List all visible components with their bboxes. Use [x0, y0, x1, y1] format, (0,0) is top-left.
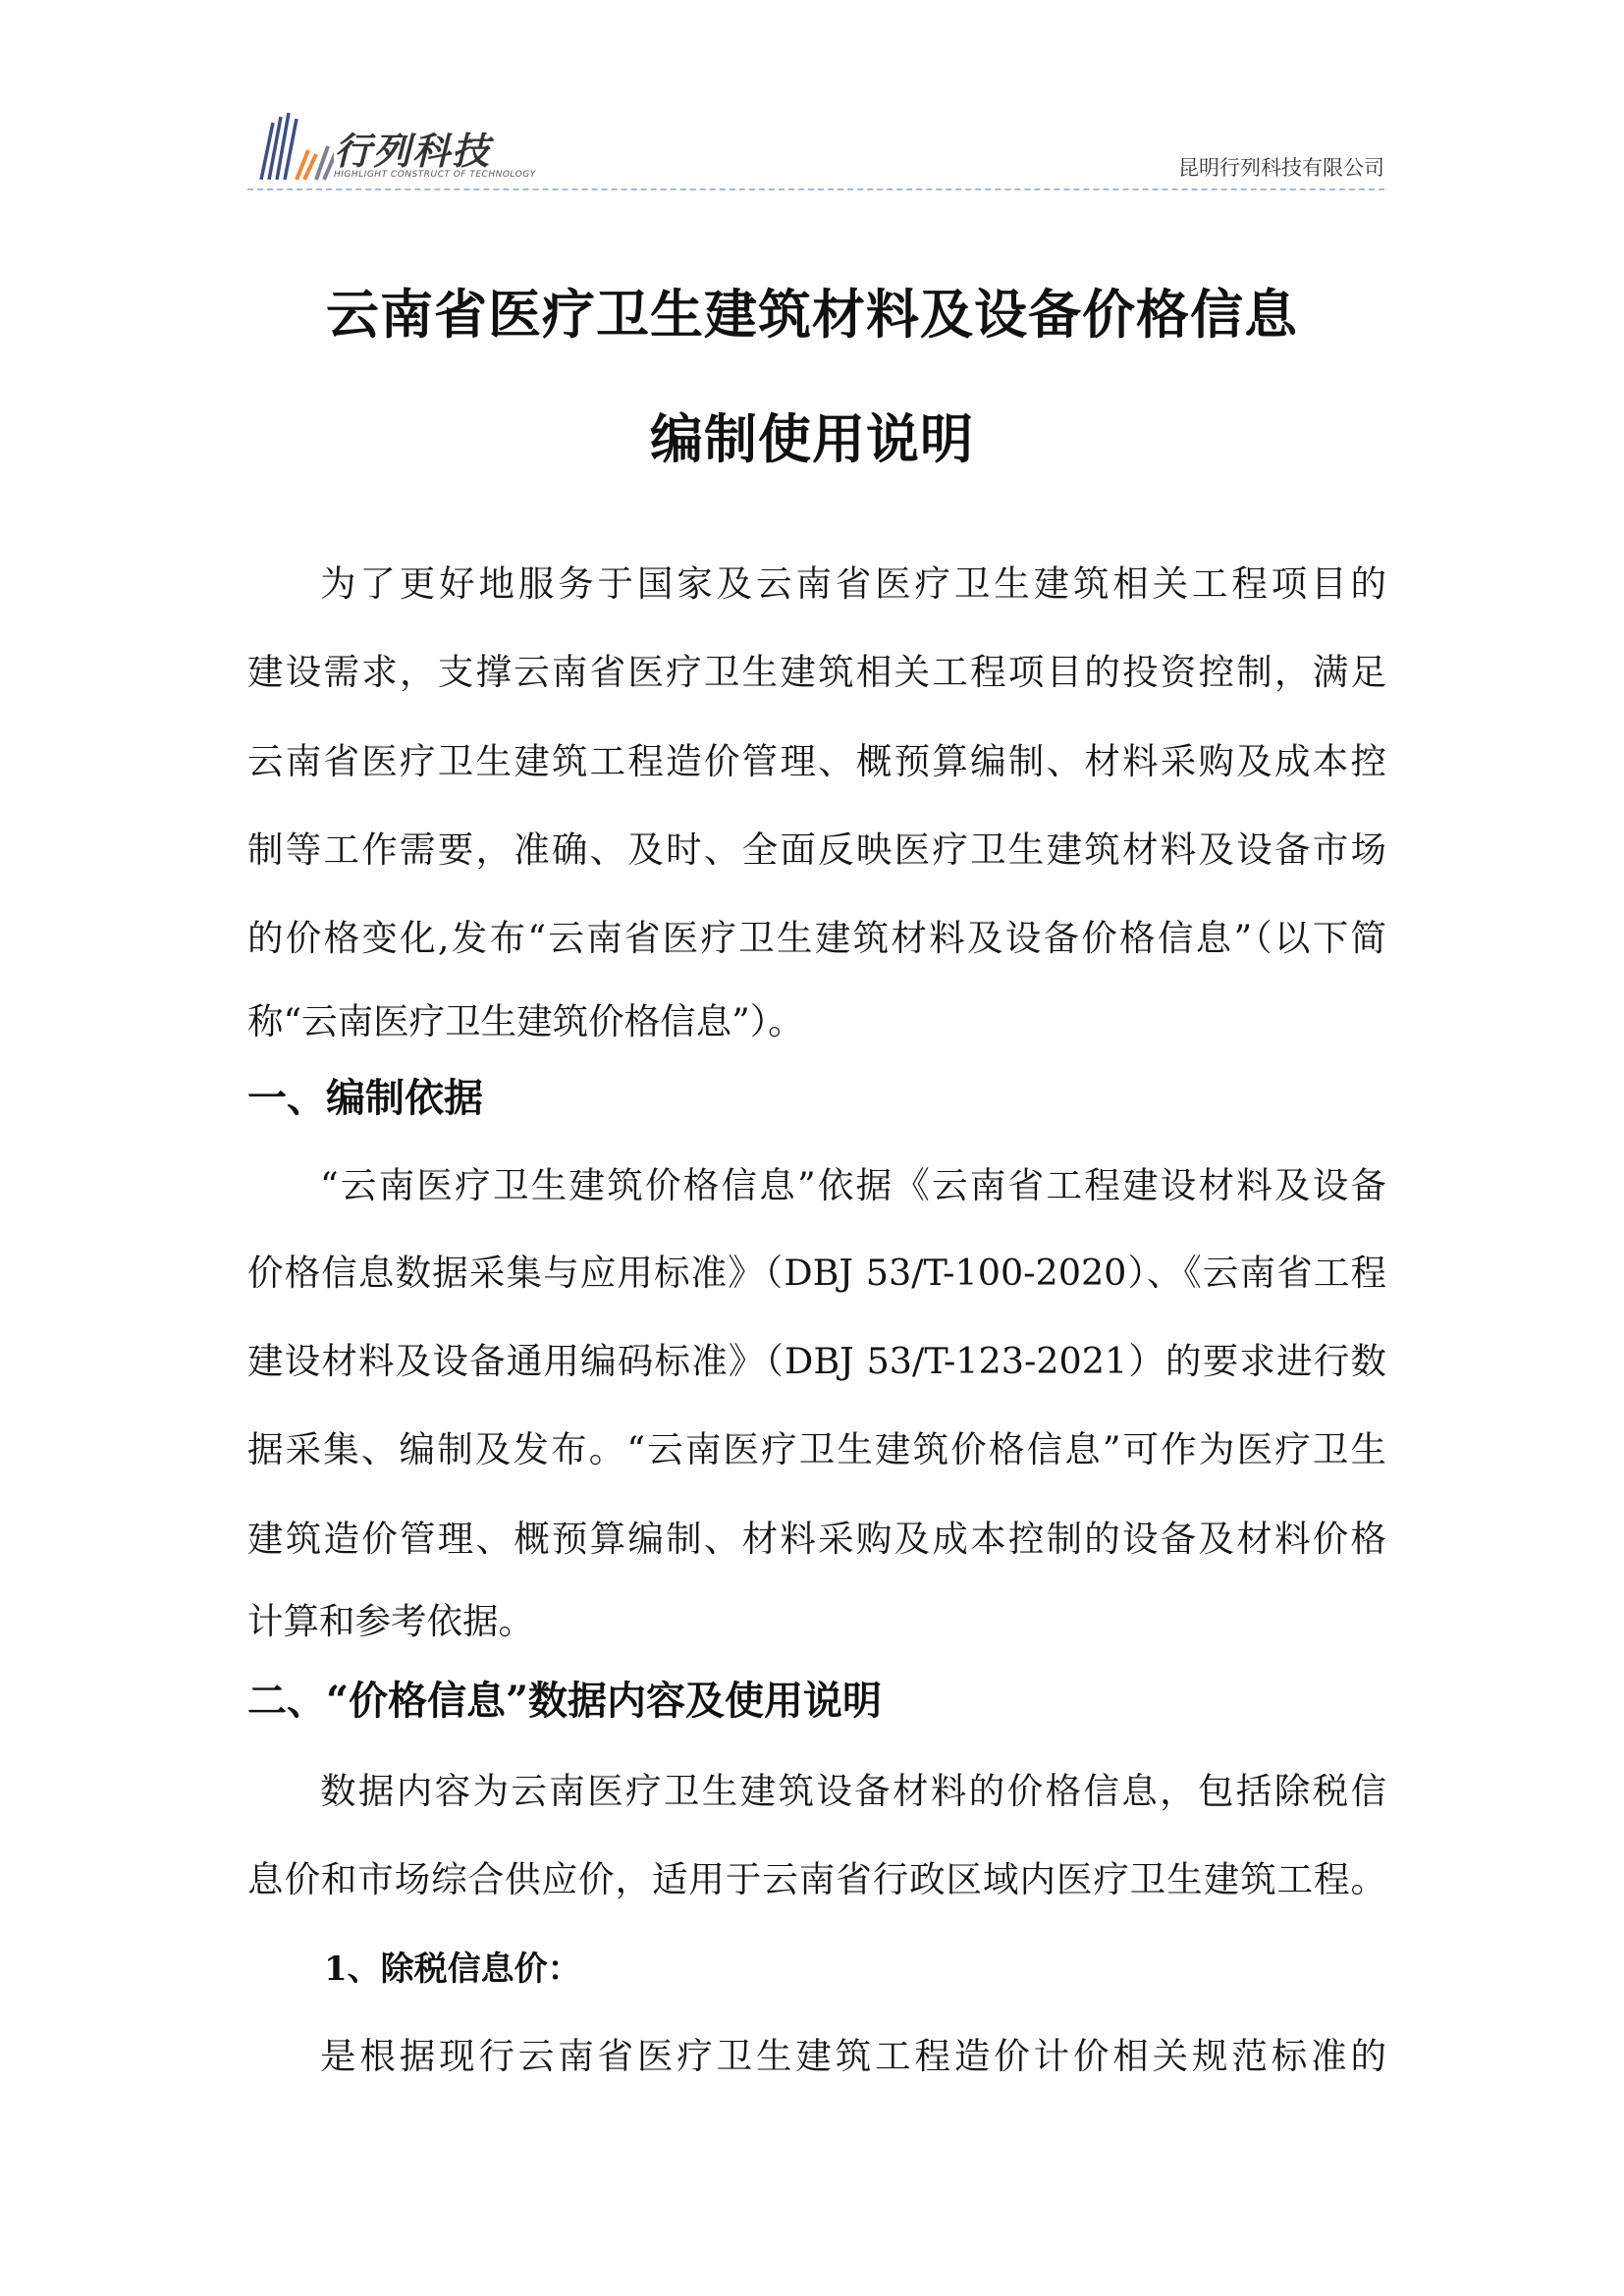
header-divider: [247, 188, 1384, 190]
paragraph-line: 建设材料及设备通用编码标准》（DBJ 53/T-123-2021）的要求进行数: [247, 1340, 1386, 1382]
paragraph-line: 价格信息数据采集与应用标准》（DBJ 53/T-100-2020）、《云南省工程: [247, 1252, 1386, 1294]
paragraph-line: 数据内容为云南医疗卫生建筑设备材料的价格信息，包括除税信: [320, 1770, 1386, 1812]
paragraph-line: 建设需求，支撑云南省医疗卫生建筑相关工程项目的投资控制，满足: [247, 651, 1386, 693]
paragraph-line: 的价格变化,发布“云南省医疗卫生建筑材料及设备价格信息”（以下简: [247, 917, 1386, 959]
paragraph-line: 计算和参考依据。: [247, 1600, 534, 1642]
logo-tagline: HIGHLIGHT CONSTRUCT OF TECHNOLOGY: [334, 170, 536, 180]
section-heading: 二、“价格信息”数据内容及使用说明: [247, 1678, 883, 1724]
paragraph-line: 称“云南医疗卫生建筑价格信息”）。: [247, 1000, 804, 1042]
paragraph-line: 据采集、编制及发布。“云南医疗卫生建筑价格信息”可作为医疗卫生: [247, 1428, 1386, 1470]
logo-name: 行列科技: [334, 130, 492, 173]
logo-mark-icon: [255, 111, 334, 186]
paragraph-line: 制等工作需要，准确、及时、全面反映医疗卫生建筑材料及设备市场: [247, 828, 1386, 871]
subsection-heading: 1、除税信息价：: [324, 1949, 581, 1989]
paragraph-line: 云南省医疗卫生建筑工程造价管理、概预算编制、材料采购及成本控: [247, 740, 1386, 782]
paragraph-line: 建筑造价管理、概预算编制、材料采购及成本控制的设备及材料价格: [247, 1518, 1386, 1560]
document-title: 云南省医疗卫生建筑材料及设备价格信息: [326, 283, 1298, 346]
company-name: 昆明行列科技有限公司: [1178, 156, 1384, 180]
paragraph-line: 是根据现行云南省医疗卫生建筑工程造价计价相关规范标准的: [320, 2035, 1386, 2077]
page-header: [247, 103, 1384, 191]
section-heading: 一、编制依据: [247, 1075, 483, 1121]
paragraph-line: “云南医疗卫生建筑价格信息”依据《云南省工程建设材料及设备: [320, 1164, 1386, 1206]
paragraph-line: 息价和市场综合供应价，适用于云南省行政区域内医疗卫生建筑工程。: [247, 1858, 1386, 1900]
company-logo: [255, 111, 540, 189]
paragraph-line: 为了更好地服务于国家及云南省医疗卫生建筑相关工程项目的: [320, 562, 1386, 605]
document-subtitle: 编制使用说明: [650, 407, 974, 470]
